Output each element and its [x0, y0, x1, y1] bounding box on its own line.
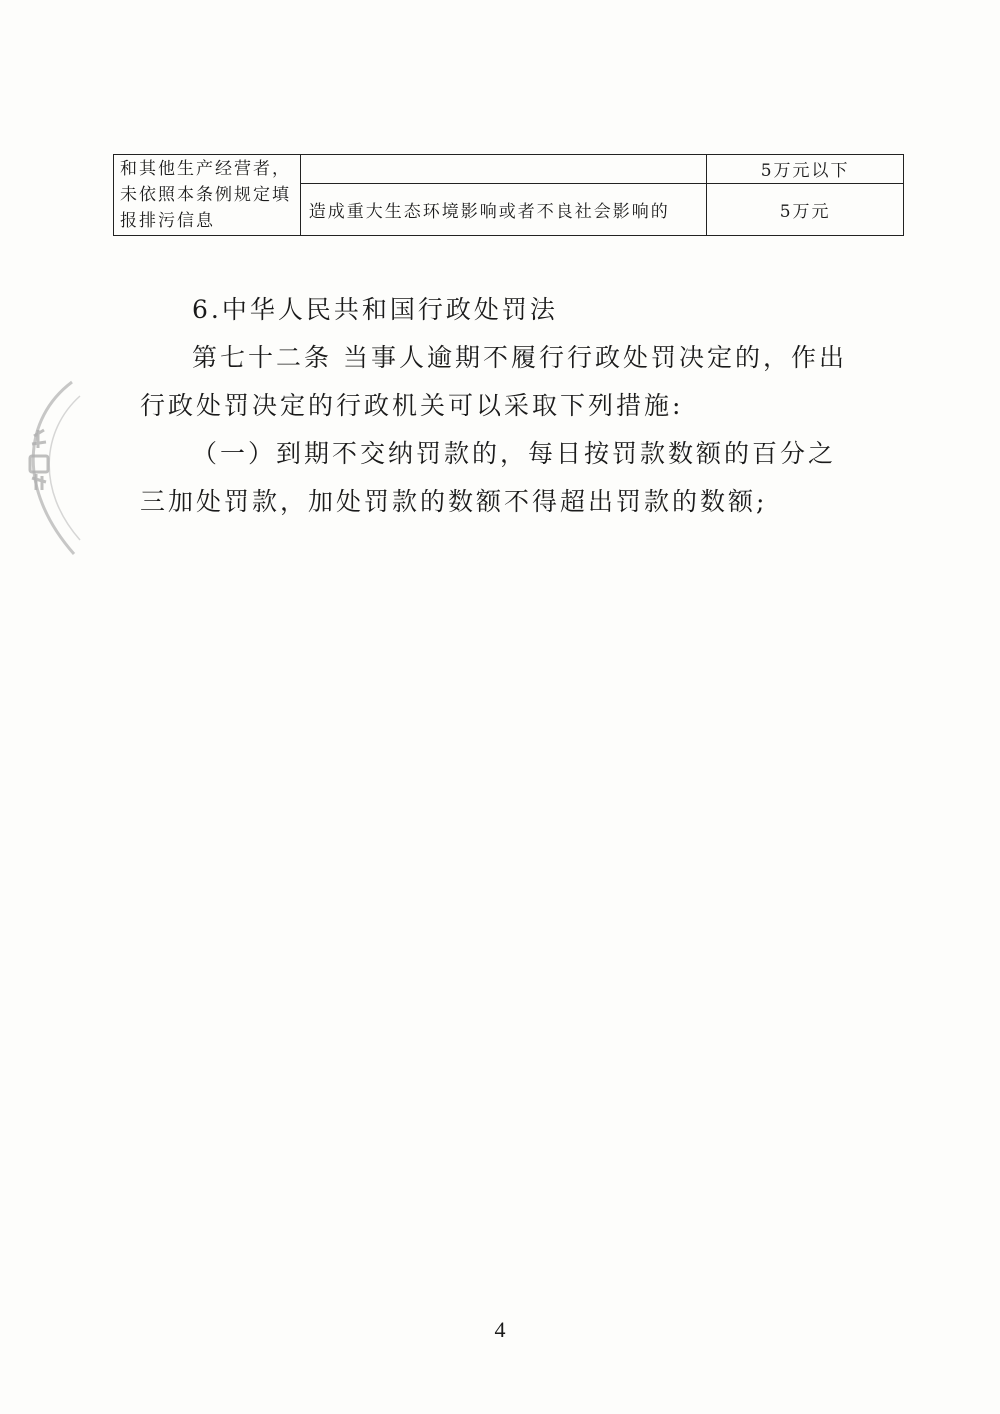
article-paragraph: 第七十二条 当事人逾期不履行行政处罚决定的，作出行政处罚决定的行政机关可以采取下列措施: [140, 343, 847, 420]
table-row [114, 155, 904, 184]
seal-stamp-fragment [14, 378, 84, 558]
violation-cell: 和其他生产经营者，未依照本条例规定填报排污信息 [114, 155, 301, 236]
list-item: （一）到期不交纳罚款的，每日按罚款数额的百分之三加处罚款，加处罚款的数额不得超出罚款的数额; [140, 439, 837, 516]
fine-cell: 5万元以下 [707, 155, 904, 184]
page-number: 4 [494, 1317, 506, 1342]
fine-cell: 5万元 [707, 183, 904, 235]
situation-cell: 造成重大生态环境影响或者不良社会影响的 [300, 183, 706, 235]
section-heading: 6.中华人民共和国行政处罚法 [192, 295, 558, 324]
situation-cell [300, 155, 706, 184]
penalty-table [113, 154, 904, 236]
